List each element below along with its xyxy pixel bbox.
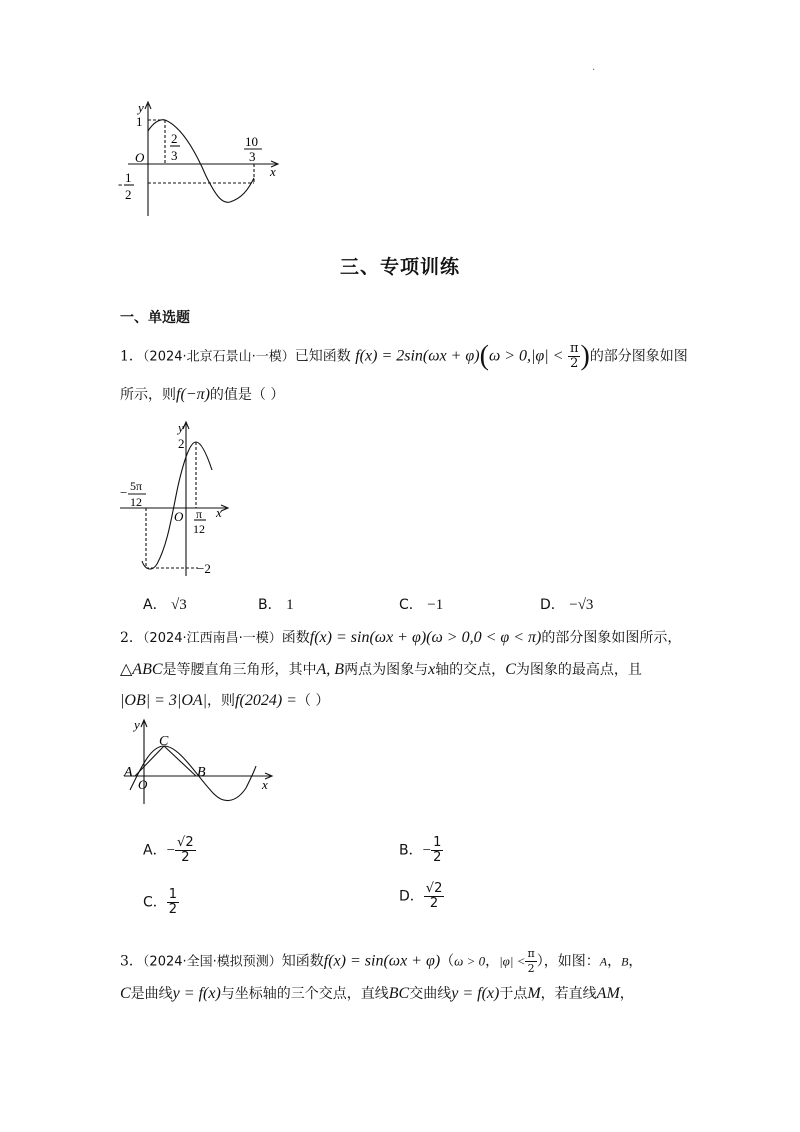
- curve: [148, 120, 254, 203]
- q2-line1: [120, 627, 681, 650]
- tick1-num: 2: [171, 131, 178, 146]
- curve: [142, 442, 212, 569]
- q3-line1: 3．（2024·全国·模拟预测）知函数f(x) = sin(ωx + φ)（ω > 0，|φ| < $\frac{\pi}{2}$ ），如图：A，B，: [120, 947, 643, 975]
- neg-tick-num: 1: [125, 170, 132, 185]
- q2-number: 2．: [120, 630, 143, 646]
- q3-function: f(x) = sin(ωx + φ): [323, 952, 441, 970]
- q2-option-c[interactable]: C． $\frac{1}{2}$: [143, 887, 178, 917]
- q1-text-a: 已知函数: [294, 348, 351, 365]
- q2-line2: △ABC是等腰直角三角形，其中A, B两点为图象与x轴的交点，C为图象的最高点，且: [120, 661, 642, 678]
- q3-text-a: 知函数: [281, 953, 324, 970]
- y-max-label: 2: [178, 436, 185, 451]
- q1-line1: 1．（2024·北京石景山·一模）已知函数 f(x) = 2sin(ωx + φ)(ω > 0,|φ| < $\frac{\pi}{2}$ )的部分图象如图: [120, 340, 688, 372]
- max-label: 1: [136, 114, 143, 129]
- q1-option-b[interactable]: B． 1: [258, 597, 294, 613]
- q1-value: f(−π): [176, 386, 210, 403]
- x-label: x: [270, 164, 276, 179]
- q2-condition: (ω > 0,0 < φ < π): [426, 629, 542, 646]
- line-cb: [164, 746, 196, 776]
- q2-text-a: 函数: [281, 630, 310, 646]
- x-label: x: [262, 777, 268, 792]
- neg-tick-den: 2: [125, 187, 132, 202]
- y-label: y: [138, 100, 144, 115]
- y-min-label: −2: [197, 561, 211, 576]
- tick2-den: 3: [249, 149, 256, 164]
- x-right-den: 12: [193, 522, 205, 536]
- q2-source: （2024·江西南昌·一模）: [142, 631, 282, 646]
- tick2-num: 10: [245, 134, 258, 149]
- line-ac: [135, 746, 164, 776]
- q1-source: （2024·北京石景山·一模）: [142, 349, 295, 365]
- neg-tick-sign: -: [118, 176, 123, 191]
- q3-source: （2024·全国·模拟预测）: [142, 954, 282, 970]
- x-label: x: [216, 505, 222, 520]
- origin-label: O: [135, 150, 145, 165]
- y-label: y: [134, 717, 140, 732]
- q2-line3: |OB| = 3|OA|，则f(2024) =（ ）: [120, 692, 330, 709]
- figure-top-graph: [118, 98, 288, 220]
- q3-line2: C是曲线y = f(x)与坐标轴的三个交点，直线BC交曲线y = f(x)于点M，若直线AM，: [120, 985, 634, 1002]
- q2-option-d[interactable]: D． $\frac{√2}{2}$: [399, 881, 443, 911]
- origin-label: O: [174, 509, 184, 524]
- q2-option-a[interactable]: A．− $\frac{√2}{2}$: [143, 835, 194, 865]
- x-right-num: π: [196, 507, 203, 521]
- q2-text-b: 的部分图象如图所示，: [541, 630, 682, 646]
- q2-figure: [122, 716, 278, 808]
- q1-option-c[interactable]: C． −1: [399, 597, 444, 613]
- header-mark: .: [592, 62, 596, 73]
- y-label: y: [178, 420, 184, 435]
- q1-cond-fraction: $\frac{\pi}{2}$: [569, 341, 579, 371]
- x-left-den: 12: [130, 495, 142, 509]
- point-a-label: A: [124, 765, 133, 780]
- q1-text-d: 的值是（ ）: [209, 387, 285, 403]
- point-b-label: B: [197, 765, 206, 780]
- q2-function: f(x) = sin(ωx + φ): [309, 629, 427, 646]
- q1-number: 1．: [120, 348, 143, 365]
- x-left-sign: −: [120, 485, 128, 500]
- q1-text-c: 所示，则: [120, 387, 176, 403]
- q1-condition: ω > 0,|φ| <: [488, 347, 564, 365]
- q1-text-b: 的部分图象如图: [589, 348, 688, 365]
- q1-function: f(x) = 2sin(ωx + φ): [355, 347, 480, 365]
- q1-option-d[interactable]: D． −√3: [540, 597, 594, 613]
- x-left-num: 5π: [130, 479, 143, 493]
- q3-number: 3．: [120, 953, 143, 970]
- section-title: 三、专项训练: [339, 256, 460, 278]
- q1-option-a[interactable]: A． √3: [143, 597, 187, 613]
- point-c-label: C: [159, 734, 169, 749]
- sub-heading: 一、单选题: [120, 310, 190, 326]
- q1-figure: [120, 418, 232, 580]
- q1-line2: [120, 384, 284, 406]
- tick1-den: 3: [171, 148, 178, 163]
- origin-label: O: [138, 777, 148, 792]
- q2-option-b[interactable]: B．− $\frac{1}{2}$: [399, 835, 442, 865]
